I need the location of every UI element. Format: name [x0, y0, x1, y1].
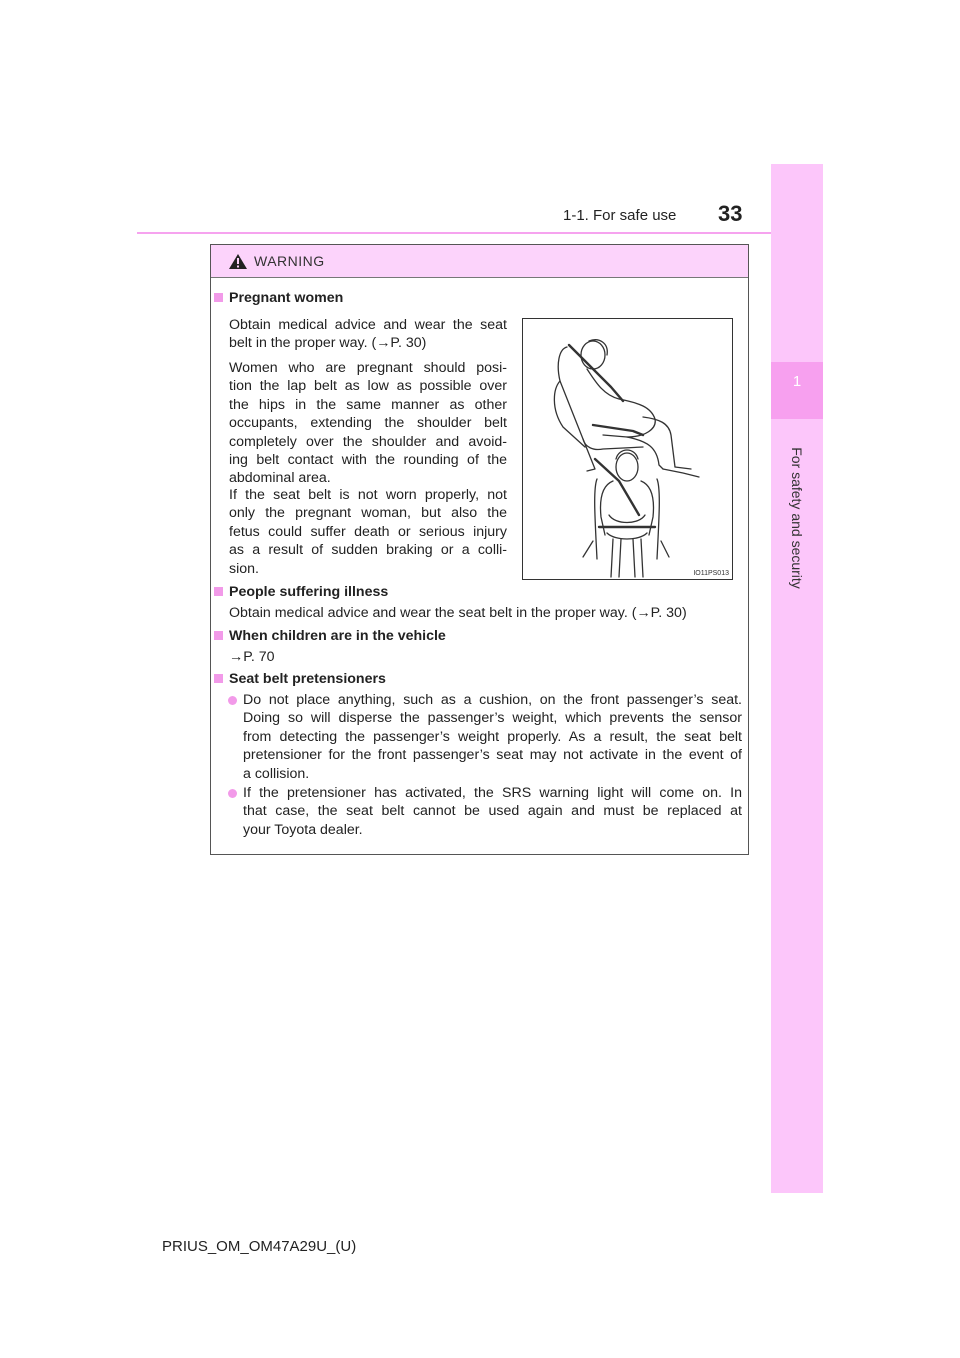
bullet-square	[214, 293, 223, 302]
pregnant-seatbelt-illustration	[522, 318, 733, 580]
seatbelt-figure-drawing	[523, 319, 732, 579]
pretensioner-note-2: If the pretensioner has activated, the SRS warning light will come on. In that case, the seat belt cannot be used again and must be replaced at your Toyota dealer.	[243, 785, 742, 838]
children-reference: →P. 70	[229, 649, 275, 665]
heading-pregnant-women: Pregnant women	[229, 290, 344, 306]
illness-text: Obtain medical advice and wear the seat belt in the proper way. (→P. 30)	[229, 605, 687, 621]
side-tab-label: For safety and security	[789, 447, 805, 589]
header-rule	[137, 232, 823, 234]
heading-children-in-vehicle: When children are in the vehicle	[229, 628, 446, 644]
bullet-dot	[228, 789, 237, 798]
heading-seat-belt-pretensioners: Seat belt pretensioners	[229, 671, 386, 687]
side-tab-number: 1	[792, 373, 802, 390]
bullet-square	[214, 674, 223, 683]
bullet-square	[214, 587, 223, 596]
warning-title: WARNING	[254, 253, 325, 269]
pregnant-paragraph-1: Obtain medical advice and wear the seat belt in the proper way. (→P. 30)	[229, 317, 507, 352]
pregnant-paragraph-2: Women who are pregnant should posi- tion the lap belt as low as possible over the hips in the same manner as other occupants, extending the shoulder belt completely over the shoulder and avoid- ing belt contact with the rounding of the abdominal area.	[229, 360, 507, 487]
bullet-square	[214, 631, 223, 640]
page-number: 33	[718, 201, 743, 226]
warning-triangle-icon	[228, 253, 248, 270]
section-title: 1-1. For safe use	[563, 207, 677, 224]
bullet-dot	[228, 696, 237, 705]
side-tab-chapter-marker	[771, 362, 823, 419]
side-tab	[771, 164, 823, 1193]
pregnant-paragraph-3: If the seat belt is not worn properly, not only the pregnant woman, but also the fetus could suffer death or serious injury as a result of sudden braking or a colli- sion.	[229, 487, 507, 577]
pretensioner-note-1: Do not place anything, such as a cushion, on the front passenger’s seat. Doing so will disperse the passenger’s weight, which prevents the sensor from detecting the passenger’s weight properly. As a result, the seat belt pretensioner for the front passenger’s seat may not activate in the event of a collision.	[243, 692, 742, 782]
figure-code: IO11PS013	[693, 570, 729, 577]
document-code-footer: PRIUS_OM_OM47A29U_(U)	[162, 1238, 357, 1255]
heading-people-suffering-illness: People suffering illness	[229, 584, 389, 600]
warning-header	[211, 245, 748, 278]
